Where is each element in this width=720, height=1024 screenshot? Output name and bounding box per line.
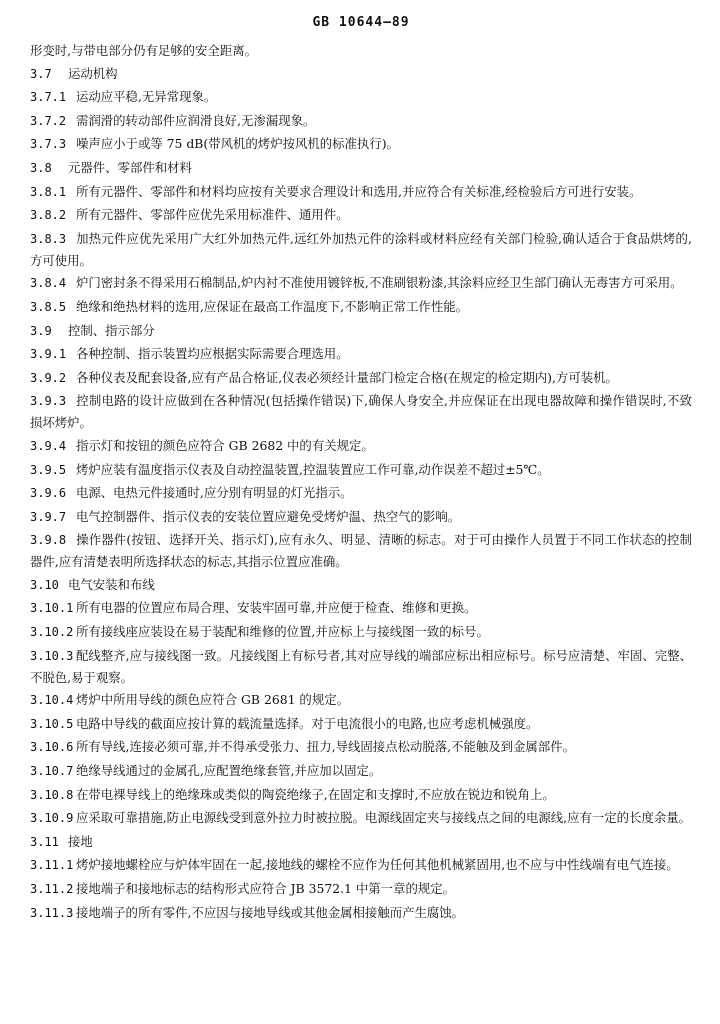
clause-text: 绝缘和绝热材料的选用,应保证在最高工作温度下,不影响正常工作性能。 — [76, 298, 468, 314]
clause-number: 3.7.1 — [30, 90, 67, 105]
clause-text: 配线整齐,应与接线图一致。凡接线图上有标号者,其对应导线的端部应标出相应标号。标号应清楚、牢固、完整、不脱色,易于观察。 — [30, 647, 692, 685]
clause-text: 接地端子和接地标志的结构形式应符合 JB 3572.1 中第一章的规定。 — [76, 881, 456, 896]
clause-text: 加热元件应优先采用广大红外加热元件,远红外加热元件的涂料或材料应经有关部门检验,确认适合于食品烘烤的,方可使用。 — [30, 230, 692, 268]
clause-text: 烤炉应装有温度指示仪表及自动控温装置,控温装置应工作可靠,动作误差不超过±5℃。 — [76, 461, 550, 477]
clause-number: 3.7.3 — [30, 137, 67, 152]
clause-paragraph — [30, 133, 692, 155]
clause-text: 电源、电热元件接通时,应分别有明显的灯光指示。 — [76, 485, 353, 501]
clause-paragraph — [30, 878, 692, 900]
clause-text: 所有元器件、零部件应优先采用标准件、通用件。 — [76, 207, 349, 223]
clause-number: 3.9.7 — [30, 509, 67, 524]
clause-paragraph — [30, 296, 692, 318]
clause-paragraph — [30, 902, 692, 924]
clause-number: 3.10.4 — [30, 693, 74, 708]
clause-text: 运动应平稳,无异常现象。 — [76, 89, 217, 105]
clause-number: 3.8.1 — [30, 184, 67, 199]
clause-paragraph — [30, 435, 692, 457]
clause-number: 3.8 — [30, 160, 52, 175]
clause-number: 3.9.4 — [30, 438, 67, 453]
clause-paragraph — [30, 506, 692, 528]
clause-number: 3.10.6 — [30, 740, 74, 755]
clause-paragraph — [30, 689, 692, 711]
clause-number: 3.11.3 — [30, 905, 74, 920]
clause-number: 3.10.2 — [30, 625, 74, 640]
section-title: 电气安装和布线 — [68, 576, 155, 592]
clause-paragraph — [30, 597, 692, 619]
clause-text: 形变时,与带电部分仍有足够的安全距离。 — [30, 43, 257, 58]
standard-code-header: GB 10644—89 — [312, 15, 410, 30]
clause-text: 电路中导线的截面应按计算的载流量选择。对于电流很小的电路,也应考虑机械强度。 — [76, 715, 539, 731]
clause-paragraph — [30, 482, 692, 504]
clause-number: 3.10 — [30, 577, 59, 592]
clause-text: 所有电器的位置应布局合理、安装牢固可靠,并应便于检查、维修和更换。 — [76, 600, 477, 616]
clause-paragraph — [30, 343, 692, 365]
clause-paragraph — [30, 228, 692, 271]
clause-text: 应采取可靠措施,防止电源线受到意外拉力时被拉脱。电源线固定夹与接线点之间的电源线,应有一定的长度余量。 — [76, 810, 692, 826]
clause-number: 3.7 — [30, 66, 52, 81]
clause-paragraph — [30, 86, 692, 108]
clause-paragraph — [30, 529, 692, 572]
clause-number: 3.10.9 — [30, 811, 74, 826]
clause-text: 操作器件(按钮、选择开关、指示灯),应有永久、明显、清晰的标志。对于可由操作人员置于不同工作状态的控制器件,应有清楚表明所选择状态的标志,其指示位置应准确。 — [30, 532, 692, 570]
clause-text: 各种控制、指示装置均应根据实际需要合理选用。 — [76, 346, 349, 362]
clause-paragraph — [30, 854, 692, 876]
clause-number: 3.10.8 — [30, 787, 74, 802]
document-body — [30, 40, 692, 924]
clause-number: 3.10.3 — [30, 648, 74, 663]
clause-text: 需润滑的转动部件应润滑良好,无渗漏现象。 — [76, 112, 316, 128]
clause-text: 电气控制器件、指示仪表的安装位置应避免受烤炉温、热空气的影响。 — [76, 508, 461, 524]
clause-text: 噪声应小于或等 75 dB(带风机的烤炉按风机的标准执行)。 — [76, 136, 399, 152]
clause-number: 3.9.1 — [30, 347, 67, 362]
clause-paragraph — [30, 390, 692, 433]
clause-text: 烤炉接地螺栓应与炉体牢固在一起,接地线的螺栓不应作为任何其他机械紧固用,也不应与中性线端有电气连接。 — [76, 857, 679, 873]
clause-paragraph — [30, 807, 692, 829]
clause-number: 3.11 — [30, 834, 59, 849]
clause-text: 控制电路的设计应做到在各种情况(包括操作错误)下,确保人身安全,并应保证在出现电器故障和操作错误时,不致损坏烤炉。 — [30, 393, 692, 431]
clause-paragraph — [30, 621, 692, 643]
clause-number: 3.10.1 — [30, 601, 74, 616]
section-title: 运动机构 — [68, 65, 118, 81]
clause-paragraph — [30, 645, 692, 688]
clause-text: 在带电裸导线上的绝缘珠或类似的陶瓷绝缘子,在固定和支撑时,不应放在锐边和锐角上。 — [76, 786, 555, 802]
clause-paragraph — [30, 40, 692, 61]
clause-paragraph — [30, 459, 692, 481]
section-title: 元器件、零部件和材料 — [68, 159, 192, 175]
clause-number: 3.9.3 — [30, 394, 67, 409]
section-heading — [30, 831, 692, 853]
clause-text: 烤炉中所用导线的颜色应符合 GB 2681 的规定。 — [76, 692, 349, 708]
clause-number: 3.9.2 — [30, 370, 67, 385]
clause-text: 各种仪表及配套设备,应有产品合格证,仪表必须经计量部门检定合格(在规定的检定期内),方可装机。 — [76, 369, 618, 385]
section-heading — [30, 574, 692, 596]
clause-text: 指示灯和按钮的颜色应符合 GB 2682 中的有关规定。 — [76, 437, 374, 453]
clause-paragraph — [30, 110, 692, 132]
clause-paragraph — [30, 784, 692, 806]
section-title: 接地 — [68, 833, 93, 849]
clause-number: 3.7.2 — [30, 113, 67, 128]
clause-text: 接地端子的所有零件,不应因与接地导线或其他金属相接触而产生腐蚀。 — [76, 904, 465, 920]
clause-number: 3.9.6 — [30, 486, 67, 501]
clause-number: 3.10.7 — [30, 764, 74, 779]
clause-paragraph — [30, 272, 692, 294]
clause-number: 3.9.8 — [30, 533, 67, 548]
clause-paragraph — [30, 760, 692, 782]
section-heading — [30, 157, 692, 179]
clause-number: 3.10.5 — [30, 716, 74, 731]
clause-number: 3.8.3 — [30, 231, 67, 246]
clause-number: 3.11.2 — [30, 882, 74, 896]
clause-paragraph — [30, 736, 692, 758]
section-heading — [30, 63, 692, 85]
clause-paragraph — [30, 367, 692, 389]
clause-number: 3.11.1 — [30, 858, 74, 873]
clause-paragraph — [30, 204, 692, 226]
clause-text: 所有接线座应装设在易于装配和维修的位置,并应标上与接线图一致的标号。 — [76, 624, 489, 640]
clause-text: 所有导线,连接必须可靠,并不得承受张力、扭力,导线固接点松动脱落,不能触及到金属部件。 — [76, 739, 575, 755]
clause-number: 3.8.4 — [30, 276, 67, 291]
clause-paragraph — [30, 713, 692, 735]
clause-text: 所有元器件、零部件和材料均应按有关要求合理设计和选用,并应符合有关标准,经检验后方可进行安装。 — [76, 183, 642, 199]
clause-text: 绝缘导线通过的金属孔,应配置绝缘套管,并应加以固定。 — [76, 763, 382, 779]
clause-paragraph — [30, 181, 692, 203]
clause-number: 3.9.5 — [30, 462, 67, 477]
clause-number: 3.9 — [30, 323, 52, 338]
clause-text: 炉门密封条不得采用石棉制品,炉内衬不准使用镀锌板,不准刷银粉漆,其涂料应经卫生部门确认无毒害方可采用。 — [76, 275, 683, 291]
clause-number: 3.8.5 — [30, 299, 67, 314]
clause-number: 3.8.2 — [30, 208, 67, 223]
section-title: 控制、指示部分 — [68, 322, 155, 338]
section-heading — [30, 320, 692, 342]
